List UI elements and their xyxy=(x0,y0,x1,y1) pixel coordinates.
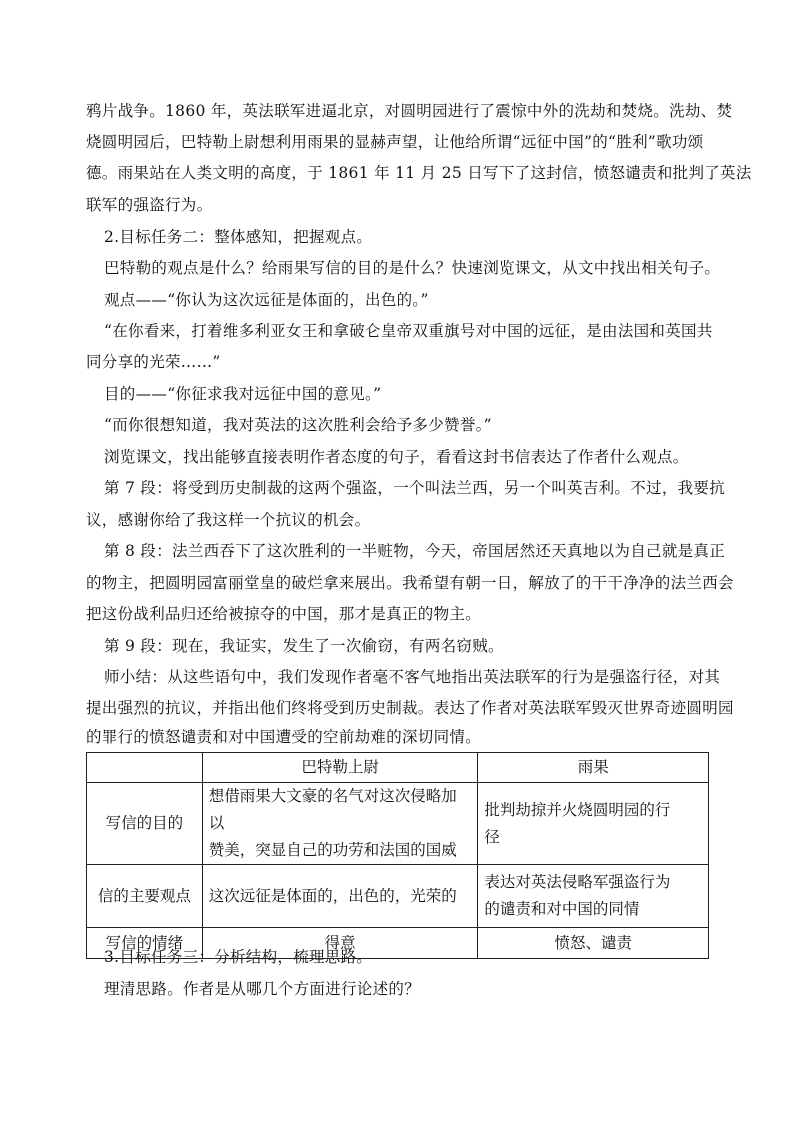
intro-line-1: 鸦片战争。1860 年，英法联军进逼北京，对圆明园进行了震惊中外的洗劫和焚烧。洗劫、焚 xyxy=(86,102,733,120)
summary-line-3: 的罪行的愤怒谴责和对中国遭受的空前劫难的深切同情。 xyxy=(86,728,482,746)
cell-line: 表达对英法侵略军强盗行为 xyxy=(484,873,671,891)
hugo-cell xyxy=(478,865,709,928)
task3-question: 理清思路。作者是从哪几个方面进行论述的？ xyxy=(104,980,421,998)
row-label: 写信的情绪 xyxy=(87,928,203,959)
cell-line: 这次远征是体面的，出色的，光荣的 xyxy=(208,886,457,905)
butler-cell xyxy=(202,865,478,928)
para8-line-3: 把这份战利品归还给被掠夺的中国，那才是真正的物主。 xyxy=(86,605,482,623)
row-label: 写信的目的 xyxy=(87,783,203,865)
task2-question: 巴特勒的观点是什么？给雨果写信的目的是什么？快速浏览课文，从文中找出相关句子。 xyxy=(104,259,721,277)
butler-cell: 得意 xyxy=(202,928,478,959)
browse-instruction: 浏览课文，找出能够直接表明作者态度的句子，看看这封书信表达了作者什么观点。 xyxy=(104,448,689,466)
summary-line-2: 提出强烈的抗议，并指出他们终将受到历史制裁。表达了作者对英法联军毁灭世界奇迹圆明园 xyxy=(86,699,734,717)
hugo-cell: 愤怒、谴责 xyxy=(478,928,709,959)
quote1-line-1: “在你看来，打着维多利亚女王和拿破仑皇帝双重旗号对中国的远征，是由法国和英国共 xyxy=(104,322,713,340)
task3-heading: 3.目标任务三：分析结构，梳理思路。 xyxy=(104,948,373,966)
para7-line-1: 第 7 段：将受到历史制裁的这两个强盗，一个叫法兰西，另一个叫英吉利。不过，我要抗 xyxy=(104,479,726,497)
para8-line-1: 第 8 段：法兰西吞下了这次胜利的一半赃物，今天，帝国居然还天真地以为自己就是真正 xyxy=(104,542,726,560)
cell-line: 批判劫掠并火烧圆明园的行 xyxy=(484,800,671,819)
summary-line-1: 师小结：从这些语句中，我们发现作者毫不客气地指出英法联军的行为是强盗行径，对其 xyxy=(104,668,721,686)
table-row xyxy=(87,783,709,865)
quote2-line: “而你很想知道，我对英法的这次胜利会给予多少赞誉。” xyxy=(104,416,492,434)
intro-line-2: 烧圆明园后，巴特勒上尉想利用雨果的显赫声望，让他给所谓“远征中国”的“胜利”歌功颂 xyxy=(86,133,704,151)
cell-line: 想借雨果大文豪的名气对这次侵略加以 xyxy=(208,787,457,832)
table-header-cell: 雨果 xyxy=(478,753,709,783)
cell-line: 赞美，突显自己的功劳和法国的国威 xyxy=(208,841,457,859)
butler-cell xyxy=(202,783,478,865)
purpose-line: 目的——“你征求我对远征中国的意见。” xyxy=(104,385,382,403)
viewpoint-line: 观点——“你认为这次远征是体面的，出色的。” xyxy=(104,291,429,309)
intro-line-4: 联军的强盗行为。 xyxy=(86,196,213,214)
para9-line: 第 9 段：现在，我证实，发生了一次偷窃，有两名窃贼。 xyxy=(104,637,504,655)
hugo-cell xyxy=(478,783,709,865)
cell-line: 径 xyxy=(484,827,500,846)
task2-heading: 2.目标任务二：整体感知，把握观点。 xyxy=(104,228,373,246)
table-row xyxy=(87,865,709,928)
para8-line-2: 的物主，把圆明园富丽堂皇的破烂拿来展出。我希望有朝一日，解放了的干干净净的法兰西会 xyxy=(86,574,734,592)
quote1-line-2: 同分享的光荣……” xyxy=(86,353,221,371)
table-header-cell xyxy=(87,753,203,783)
comparison-table xyxy=(86,752,709,959)
table-header-row xyxy=(87,753,709,783)
para7-line-2: 议，感谢你给了我这样一个抗议的机会。 xyxy=(86,511,371,529)
cell-line: 的谴责和对中国的同情 xyxy=(484,900,640,918)
table-header-cell: 巴特勒上尉 xyxy=(202,753,478,783)
intro-line-3: 德。雨果站在人类文明的高度，于 1861 年 11 月 25 日写下了这封信，愤怒谴责和批判了英法 xyxy=(86,164,752,182)
row-label: 信的主要观点 xyxy=(87,865,203,928)
